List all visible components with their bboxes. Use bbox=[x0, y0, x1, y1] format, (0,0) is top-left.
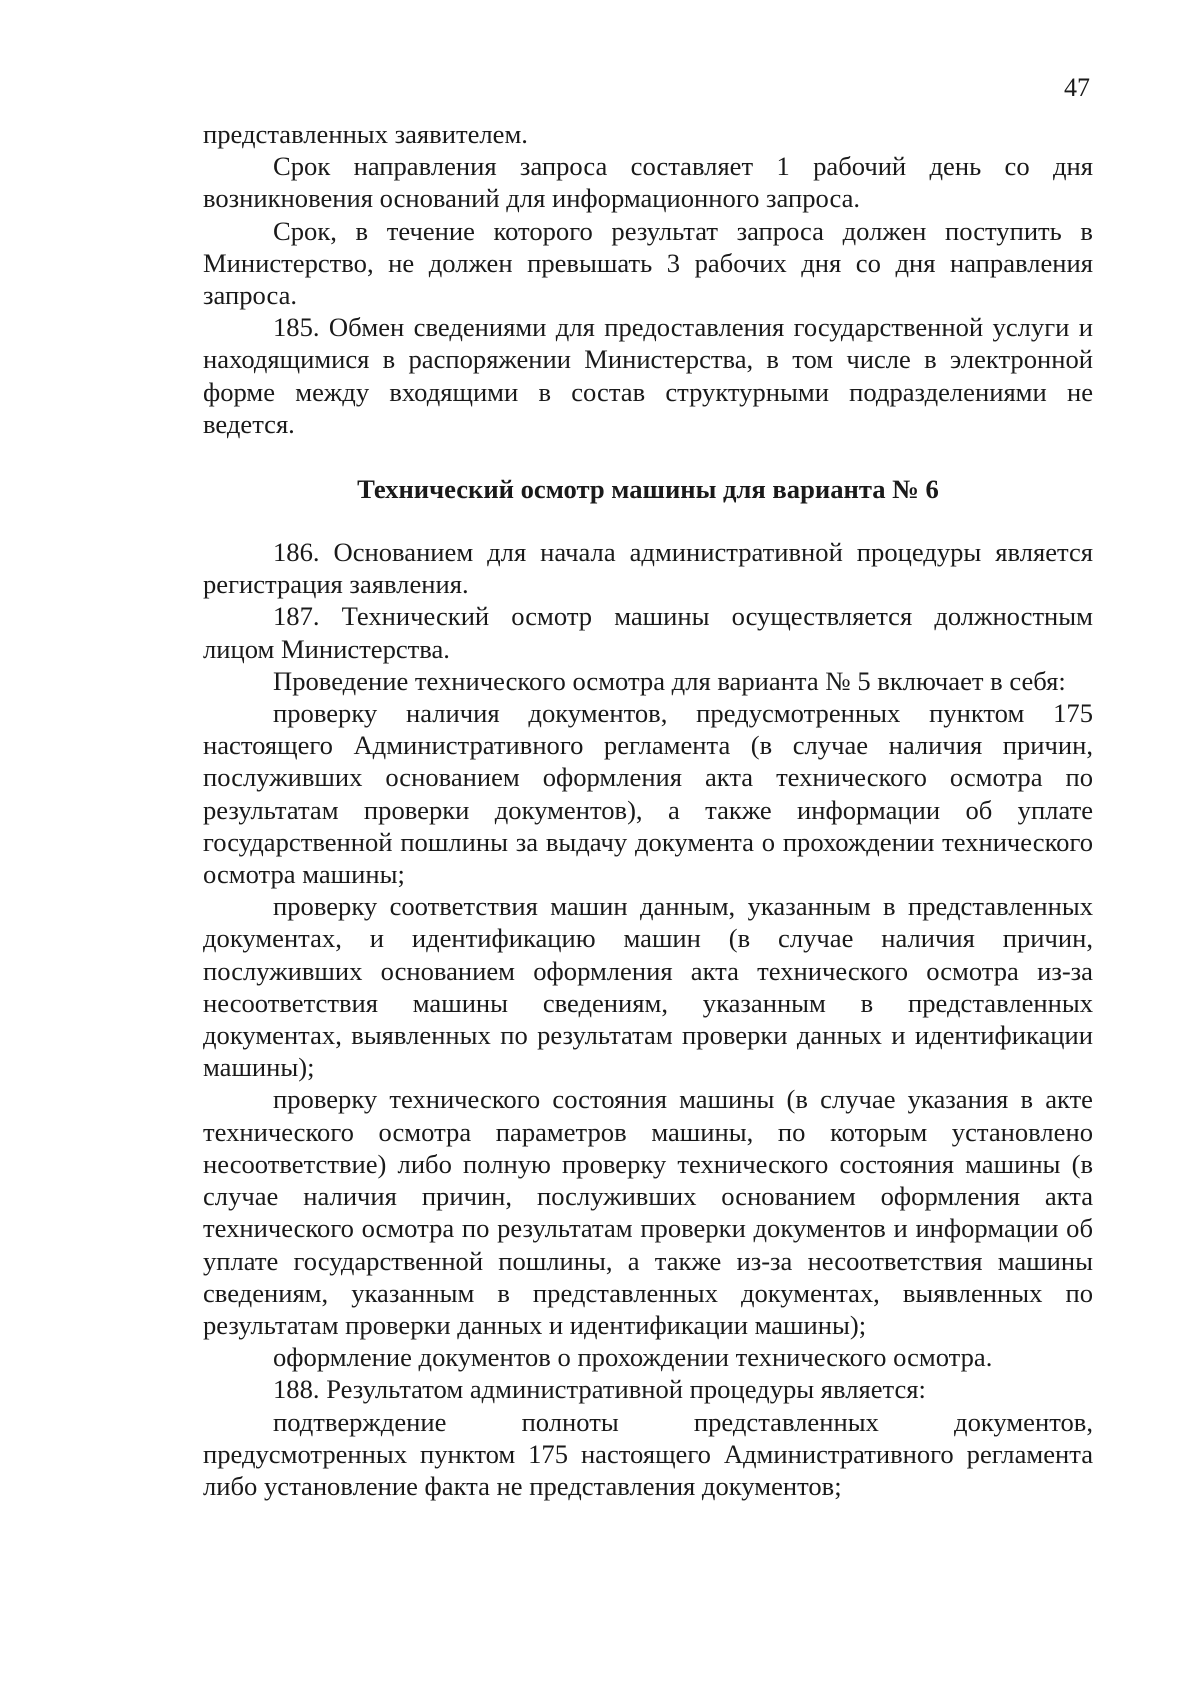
paragraph-188: 188. Результатом административной процедуры является: bbox=[273, 1374, 926, 1405]
document-body bbox=[203, 118, 1093, 1502]
list-item: оформление документов о прохождении технического осмотра. bbox=[273, 1342, 993, 1373]
list-item: подтверждение полноты представленных документов, предусмотренных пунктом 175 настоящего Административного регламента либо установление факта не представления документов; bbox=[203, 1406, 1093, 1501]
list-item: проверку наличия документов, предусмотренных пунктом 175 настоящего Административного регламента (в случае наличия причин, послуживших основанием оформления акта технического осмотра по результатам проверки документов), а также информации об уплате государственной пошлины за выдачу документа о прохождении технического осмотра машины; bbox=[203, 698, 1093, 890]
section-heading: Технический осмотр машины для варианта № 6 bbox=[357, 474, 939, 505]
paragraph-187: 187. Технический осмотр машины осуществляется должностным лицом Министерства. bbox=[203, 601, 1093, 664]
paragraph: представленных заявителем. bbox=[203, 119, 528, 149]
list-item: проверку технического состояния машины (в случае указания в акте технического осмотра параметров машины, по которым установлено несоответствие) либо полную проверку технического состояния машины (в случае наличия причин, послуживших основанием оформления акта технического осмотра по результатам проверки документов и информации об уплате государственной пошлины, а также из-за несоответствия машины сведениям, указанным в представленных документах, выявленных по результатам проверки данных и идентификации машины); bbox=[203, 1084, 1093, 1340]
paragraph: Проведение технического осмотра для варианта № 5 включает в себя: bbox=[273, 665, 1066, 696]
paragraph-186: 186. Основанием для начала административной процедуры является регистрация заявления. bbox=[203, 537, 1093, 600]
paragraph: Срок, в течение которого результат запроса должен поступить в Министерство, не должен превышать 3 рабочих дня со дня направления запроса. bbox=[203, 215, 1093, 311]
list-item: проверку соответствия машин данным, указанным в представленных документах, и идентификацию машин (в случае наличия причин, послуживших основанием оформления акта технического осмотра из-за несоответствия машины сведениям, указанным в представленных документах, выявленных по результатам проверки данных и идентификации машины); bbox=[203, 891, 1093, 1083]
paragraph: Срок направления запроса составляет 1 рабочий день со дня возникновения оснований для информационного запроса. bbox=[203, 151, 1093, 214]
paragraph-185: 185. Обмен сведениями для предоставления государственной услуги и находящимися в распоряжении Министерства, в том числе в электронной форме между входящими в состав структурными подразделениями не ведется. bbox=[203, 312, 1093, 439]
page-number: 47 bbox=[1064, 73, 1090, 102]
